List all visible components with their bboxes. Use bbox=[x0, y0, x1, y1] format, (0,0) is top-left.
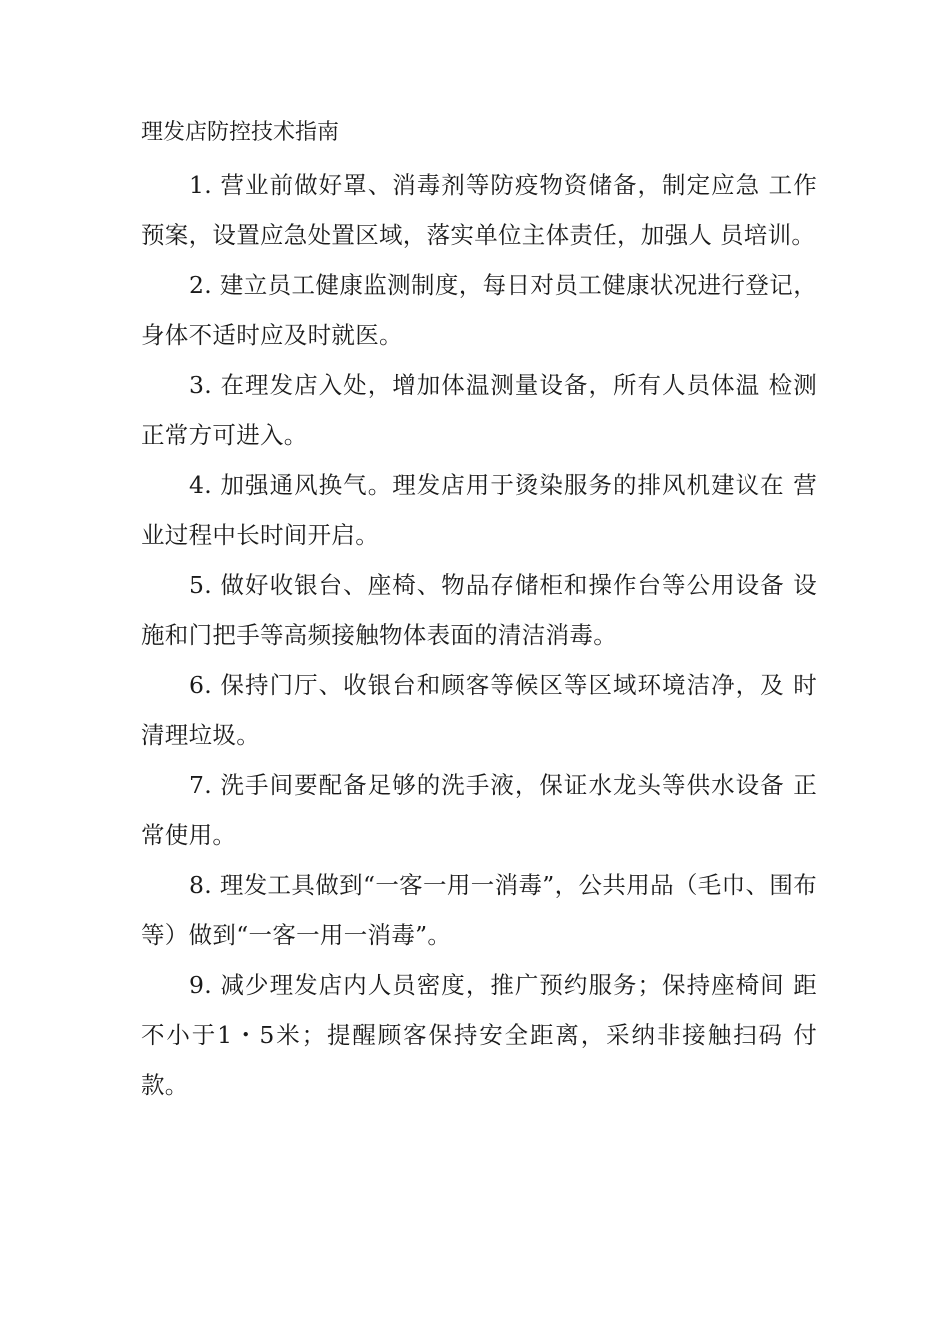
paragraph-8: 8. 理发工具做到“一客一用一消毒”，公共用品（毛巾、围布等）做到“一客一用一消毒”。 bbox=[141, 871, 817, 949]
document-title: 理发店防控技术指南 bbox=[141, 120, 340, 145]
paragraph-3: 3. 在理发店入处，增加体温测量设备，所有人员体温 检测正常方可进入。 bbox=[141, 371, 817, 449]
paragraph-6: 6. 保持门厅、收银台和顾客等候区等区域环境洁净，及 时清理垃圾。 bbox=[141, 671, 817, 749]
paragraph-7: 7. 洗手间要配备足够的洗手液，保证水龙头等供水设备 正常使用。 bbox=[141, 771, 817, 849]
paragraph-2: 2. 建立员工健康监测制度，每日对员工健康状况进行登记，身体不适时应及时就医。 bbox=[141, 271, 817, 349]
document-body bbox=[141, 160, 817, 1110]
paragraph-1: 1. 营业前做好罩、消毒剂等防疫物资储备，制定应急 工作预案，设置应急处置区域，落实单位主体责任，加强人 员培训。 bbox=[141, 171, 817, 249]
paragraph-5: 5. 做好收银台、座椅、物品存储柜和操作台等公用设备 设施和门把手等高频接触物体表面的清洁消毒。 bbox=[141, 571, 817, 649]
paragraph-9: 9. 减少理发店内人员密度，推广预约服务；保持座椅间 距不小于1・5米；提醒顾客保持安全距离，采纳非接触扫码 付款。 bbox=[141, 971, 817, 1099]
paragraph-4: 4. 加强通风换气。理发店用于烫染服务的排风机建议在 营业过程中长时间开启。 bbox=[141, 471, 817, 549]
